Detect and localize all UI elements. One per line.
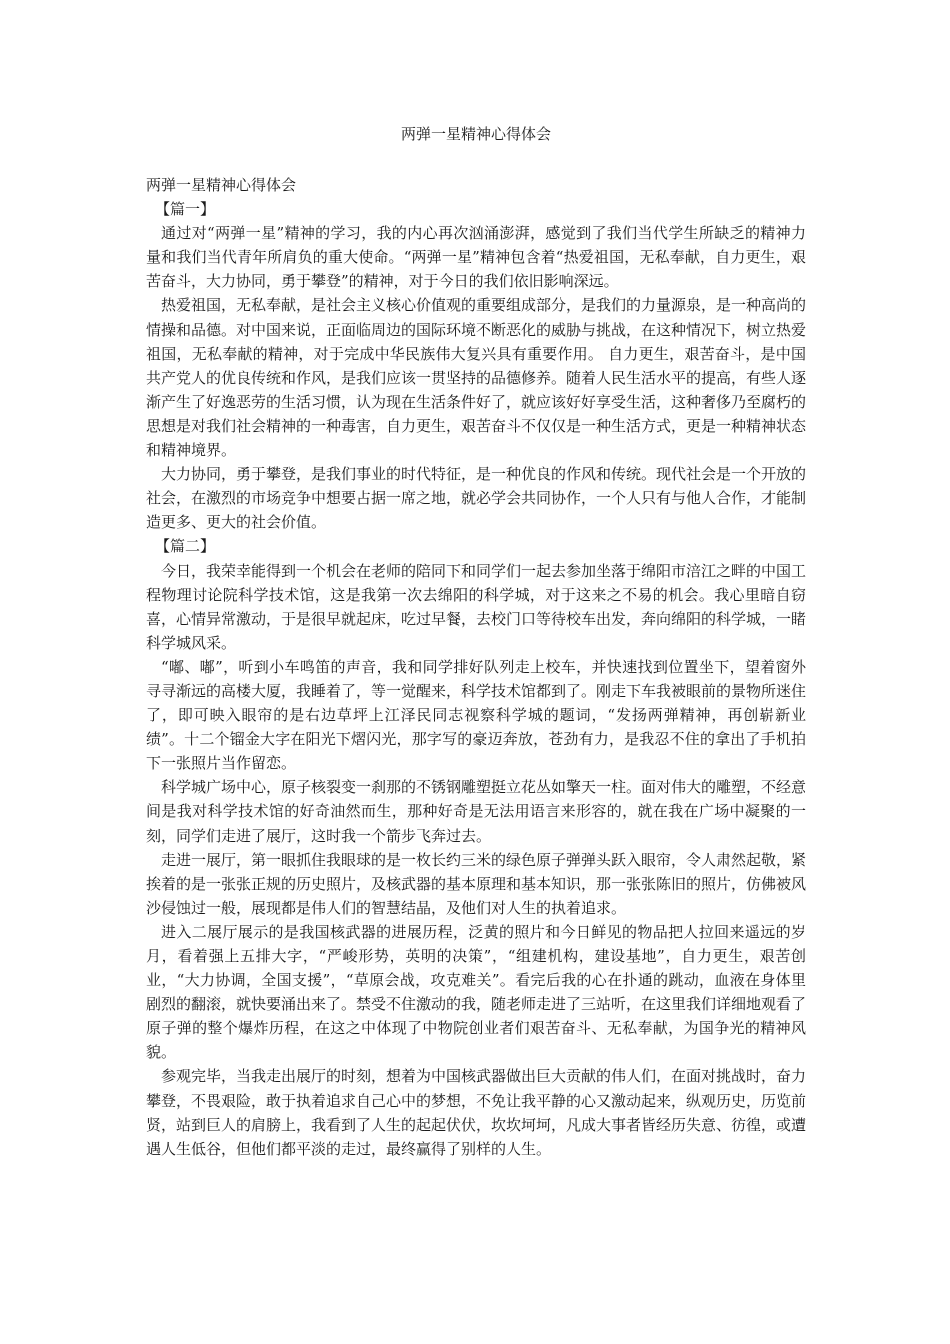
paragraph: 大力协同，勇于攀登，是我们事业的时代特征，是一种优良的作风和传统。现代社会是一个开放的社会，在激烈的市场竞争中想要占据一席之地，就必学会共同协作，一个人只有与他人合作，才能制造更多、更大的社会价值。: [146, 465, 807, 532]
paragraph: 今日，我荣幸能得到一个机会在老师的陪同下和同学们一起去参加坐落于绵阳市涪江之畔的中国工程物理讨论院科学技术馆，这是我第一次去绵阳的科学城，对于这来之不易的机会。我心里暗自窃喜，心情异常激动，于是很早就起床，吃过早餐，去校门口等待校车出发，奔向绵阳的科学城，一睹科学城风采。: [146, 561, 807, 652]
document-body: [146, 173, 806, 1161]
section-label-2: 【篇二】: [155, 537, 216, 556]
paragraph: “嘟、嘟”，听到小车鸣笛的声音，我和同学排好队列走上校车，并快速找到位置坐下，望着窗外寻寻渐远的高楼大厦，我睡着了，等一觉醒来，科学技术馆都到了。刚走下车我被眼前的景物所迷住了，即可映入眼帘的是右边草坪上江泽民同志视察科学城的题词，“发扬两弹精神，再创崭新业绩”。十二个镏金大字在阳光下熠闪光，那字写的豪迈奔放，苍劲有力，是我忍不住的拿出了手机拍下一张照片当作留恋。: [146, 657, 807, 773]
paragraph: 科学城广场中心，原子核裂变一刹那的不锈钢雕塑挺立花丛如擎天一柱。面对伟大的雕塑，不经意间是我对科学技术馆的好奇油然而生，那种好奇是无法用语言来形容的，就在我在广场中凝聚的一刻，同学们走进了展厅，这时我一个箭步飞奔过去。: [146, 778, 807, 845]
document-subtitle: 两弹一星精神心得体会: [146, 176, 297, 194]
paragraph: 走进一展厅，第一眼抓住我眼球的是一枚长约三米的绿色原子弹弹头跃入眼帘，令人肃然起敬，紧挨着的是一张张正规的历史照片，及核武器的基本原理和基本知识，那一张张陈旧的照片，仿佛被风沙侵蚀过一般，展现都是伟人们的智慧结晶，及他们对人生的执着追求。: [146, 850, 807, 917]
paragraph: 热爱祖国，无私奉献，是社会主义核心价值观的重要组成部分，是我们的力量源泉，是一种高尚的情操和品德。对中国来说，正面临周边的国际环境不断恶化的威胁与挑战，在这种情况下，树立热爱祖国，无私奉献的精神，对于完成中华民族伟大复兴具有重要作用。 自力更生，艰苦奋斗，是中国共产党人的优良传统和作风，是我们应该一贯坚持的品德修养。随着人民生活水平的提高，有些人逐渐产生了好逸恶劳的生活习惯，认为现在生活条件好了，就应该好好享受生活，这种奢侈乃至腐朽的思想是对我们社会精神的一种毒害，自力更生，艰苦奋斗不仅仅是一种生活方式，更是一种精神状态和精神境界。: [146, 296, 807, 460]
section-label-1: 【篇一】: [155, 200, 216, 219]
paragraph: 参观完毕，当我走出展厅的时刻，想着为中国核武器做出巨大贡献的伟人们，在面对挑战时，奋力攀登，不畏艰险，敢于执着追求自己心中的梦想，不免让我平静的心又激动起来，纵观历史，历览前贤，站到巨人的肩膀上，我看到了人生的起起伏伏，坎坎坷坷，凡成大事者皆经历失意、彷徨，或遭遇人生低谷，但他们都平淡的走过，最终赢得了别样的人生。: [146, 1067, 807, 1158]
paragraph: 进入二展厅展示的是我国核武器的进展历程，泛黄的照片和今日鲜见的物品把人拉回来遥远的岁月，看着强上五排大字，“严峻形势，英明的决策”，“组建机构，建设基地”，自力更生，艰苦创业，“大力协调，全国支援”，“草原会战，攻克难关”。看完后我的心在扑通的跳动，血液在身体里剧烈的翻滚，就快要涌出来了。禁受不住激动的我，随老师走进了三站听，在这里我们详细地观看了原子弹的整个爆炸历程，在这之中体现了中物院创业者们艰苦奋斗、无私奉献，为国争光的精神风貌。: [146, 922, 807, 1062]
paragraph: 通过对“两弹一星”精神的学习，我的内心再次汹涌澎湃，感觉到了我们当代学生所缺乏的精神力量和我们当代青年所肩负的重大使命。“两弹一星”精神包含着“热爱祖国，无私奉献，自力更生，艰苦奋斗，大力协同，勇于攀登”的精神，对于今日的我们依旧影响深远。: [146, 224, 806, 291]
document-title: 两弹一星精神心得体会: [400, 125, 551, 143]
